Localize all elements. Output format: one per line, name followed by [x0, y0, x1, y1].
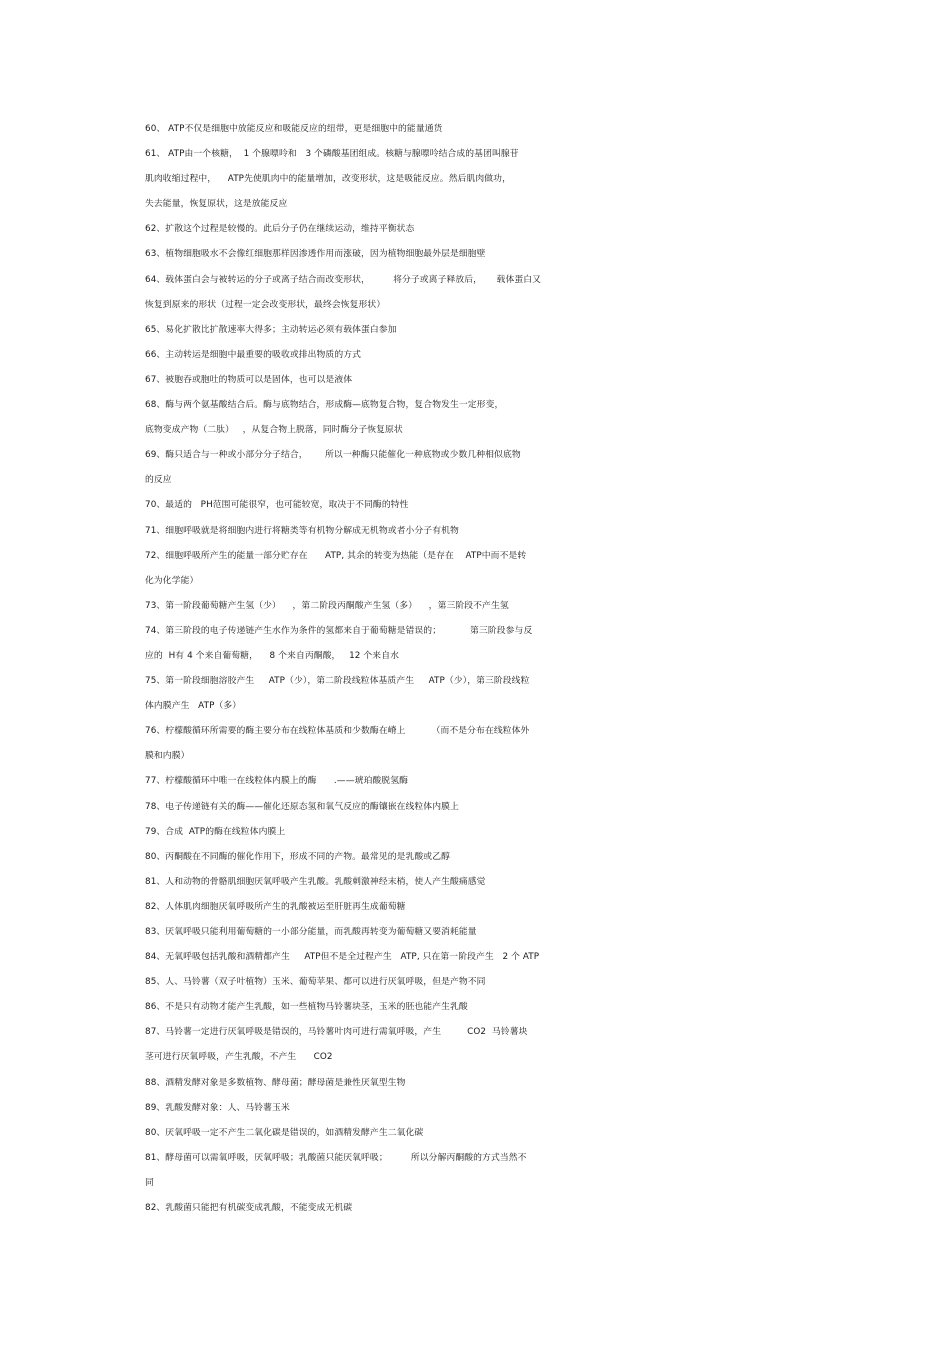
text-line: 89、乳酸发酵对象：人、马铃薯玉米 [145, 1102, 290, 1113]
text-line: 失去能量，恢复原状，这是放能反应 [145, 199, 288, 210]
text-line: 68、酶与两个氨基酸结合后。酶与底物结合，形成酶—底物复合物，复合物发生一定形变， [145, 400, 504, 411]
text-line: 74、第三阶段的电子传递链产生水作为条件的氢都来自于葡萄糖是错误的； 第三阶段参与反 [145, 625, 533, 636]
text-line: 底物变成产物（二肽） ，从复合物上脱落，同时酶分子恢复原状 [145, 425, 403, 436]
text-line: 75、第一阶段细胞溶胶产生 ATP（少），第二阶段线粒体基质产生 ATP（少），第三阶段线粒 [145, 676, 530, 687]
text-line: 化为化学能） [145, 575, 199, 586]
text-line: 恢复到原来的形状（过程一定会改变形状，最终会恢复形状） [145, 299, 386, 310]
text-line: 79、合成 ATP的酶在线粒体内膜上 [145, 826, 286, 837]
text-line: 80、丙酮酸在不同酶的催化作用下，形成不同的产物。最常见的是乳酸或乙醇 [145, 851, 450, 862]
text-line: 65、易化扩散比扩散速率大得多；主动转运必须有载体蛋白参加 [145, 324, 397, 335]
text-line: 63、植物细胞吸水不会像红细胞那样因渗透作用而涨破，因为植物细胞最外层是细胞壁 [145, 249, 486, 260]
text-line: 80、厌氧呼吸一定不产生二氧化碳是错误的，如酒精发酵产生二氧化碳 [145, 1127, 424, 1138]
text-line: 87、马铃薯一定进行厌氧呼吸是错误的，马铃薯叶肉可进行需氧呼吸，产生 CO2 马铃薯块 [145, 1027, 528, 1038]
text-line: 81、酵母菌可以需氧呼吸，厌氧呼吸；乳酸菌只能厌氧呼吸； 所以分解丙酮酸的方式当然不 [145, 1152, 527, 1163]
text-line: 茎可进行厌氧呼吸，产生乳酸，不产生 CO2 [145, 1052, 333, 1063]
text-line: 83、厌氧呼吸只能利用葡萄糖的一小部分能量，而乳酸再转变为葡萄糖又要消耗能量 [145, 927, 477, 937]
text-line: 73、第一阶段葡萄糖产生氢（少） ，第二阶段丙酮酸产生氢（多） ，第三阶段不产生氢 [145, 600, 509, 611]
text-line: 70、最适的 PH范围可能很窄，也可能较宽，取决于不同酶的特性 [145, 500, 409, 511]
text-line: 66、主动转运是细胞中最重要的吸收或排出物质的方式 [145, 349, 362, 360]
text-line: 67、被胞吞或胞吐的物质可以是固体，也可以是液体 [145, 374, 353, 385]
text-line: 82、人体肌肉细胞厌氧呼吸所产生的乳酸被运至肝脏再生成葡萄糖 [145, 901, 406, 912]
text-line: 同 [145, 1177, 154, 1188]
text-line: 82、乳酸菌只能把有机碳变成乳酸，不能变成无机碳 [145, 1203, 353, 1214]
text-line: 61、 ATP由一个核糖， 1 个腺嘌呤和 3 个磷酸基团组成。核糖与腺嘌呤结合成的基团叫腺苷 [145, 149, 519, 160]
text-line: 应的 H有 4 个来自葡萄糖， 8 个来自丙酮酸， 12 个来自水 [145, 650, 399, 661]
text-line: 71、细胞呼吸就是将细胞内进行将糖类等有机物分解成无机物或者小分子有机物 [145, 525, 459, 536]
text-line: 62、扩散这个过程是较慢的。此后分子仍在继续运动，维持平衡状态 [145, 224, 415, 235]
text-line: 81、人和动物的骨骼肌细胞厌氧呼吸产生乳酸。乳酸刺激神经末梢，使人产生酸痛感觉 [145, 876, 486, 887]
notes-body [145, 117, 815, 1221]
text-line: 86、不是只有动物才能产生乳酸，如一些植物马铃薯块茎，玉米的胚也能产生乳酸 [145, 1002, 468, 1013]
text-line: 69、酶只适合与一种或小部分分子结合， 所以一种酶只能催化一种底物或少数几种相似底物 [145, 450, 521, 461]
text-line: 体内膜产生 ATP（多） [145, 701, 242, 712]
text-line: 膜和内膜） [145, 751, 190, 762]
text-line: 64、载体蛋白会与被转运的分子或离子结合而改变形状， 将分子或离子释放后， 载体蛋白又 [145, 274, 542, 285]
text-line: 72、细胞呼吸所产生的能量一部分贮存在 ATP, 其余的转变为热能（是存在 ATP中而不是转 [145, 550, 527, 561]
text-line: 77、柠檬酸循环中唯一在线粒体内膜上的酶 .——琥珀酸脱氢酶 [145, 776, 408, 787]
text-line: 肌肉收缩过程中， ATP先使肌肉中的能量增加，改变形状，这是吸能反应。然后肌肉做功， [145, 174, 511, 185]
text-line: 88、酒精发酵对象是多数植物、酵母菌；酵母菌是兼性厌氧型生物 [145, 1077, 406, 1088]
text-line: 的反应 [145, 475, 172, 486]
text-line: 85、人、马铃薯（双子叶植物）玉米、葡萄苹果、都可以进行厌氧呼吸，但是产物不同 [145, 977, 486, 988]
text-line: 84、无氧呼吸包括乳酸和酒精都产生 ATP但不是全过程产生 ATP, 只在第一阶段产生 2 个 ATP [145, 952, 540, 963]
text-line: 76、柠檬酸循环所需要的酶主要分布在线粒体基质和少数酶在嵴上 （而不是分布在线粒体外 [145, 726, 530, 737]
text-line: 78、电子传递链有关的酶——催化还原态氢和氧气反应的酶镶嵌在线粒体内膜上 [145, 801, 459, 812]
text-line: 60、 ATP不仅是细胞中放能反应和吸能反应的纽带，更是细胞中的能量通货 [145, 124, 443, 134]
